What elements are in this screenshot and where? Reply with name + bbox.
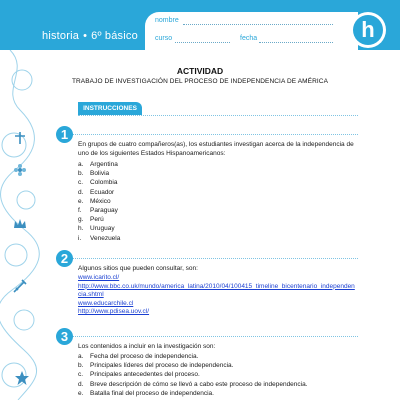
name-field[interactable] (183, 24, 333, 25)
state-item-label: Argentina (90, 161, 118, 168)
state-item-marker: d. (78, 188, 84, 196)
logo (350, 12, 386, 48)
content-item (78, 380, 308, 389)
content-item-label: Principales líderes del proceso de independencia. (90, 362, 234, 370)
instructions-tab: INSTRUCCIONES (78, 102, 142, 115)
course-label: curso (155, 35, 173, 42)
section-1-badge: 1 (56, 126, 73, 143)
states-list (78, 160, 120, 243)
state-item-marker: b. (78, 170, 84, 178)
state-item (78, 188, 120, 197)
state-item-marker: a. (78, 161, 84, 168)
state-item (78, 206, 120, 215)
activity-subtitle: TRABAJO DE INVESTIGACIÓN DEL PROCESO DE INDEPENDENCIA DE AMÉRICA (71, 78, 329, 85)
star-icon (14, 370, 30, 386)
date-label: fecha (240, 35, 258, 42)
source-link-educarchile[interactable]: www.educarchile.cl (78, 299, 134, 307)
section-2-text: Algunos sitios que pueden consultar, son: (78, 265, 198, 272)
state-item-label: Ecuador (90, 188, 115, 196)
section-3-badge: 3 (56, 328, 73, 345)
section-3-divider (73, 336, 358, 337)
content-item-marker: c. (78, 371, 84, 379)
content-item-label: Batalla final del proceso de independencia. (90, 389, 214, 397)
content-item-marker: b. (78, 362, 84, 370)
separator-dot-icon: • (83, 30, 88, 42)
state-item-marker: c. (78, 179, 84, 187)
source-link-icarito[interactable]: www.icarito.cl/ (78, 274, 120, 281)
content-item (78, 361, 308, 370)
state-item (78, 234, 120, 243)
section-1-text: En grupos de cuatro compañeros(as), los estudiantes investigan acerca de la independencia de uno de los siguientes Estados Hispanoamericanos: (78, 141, 354, 157)
subject-name: historia (42, 30, 80, 42)
state-item-marker: i. (78, 234, 82, 242)
state-item-label: Bolivia (90, 170, 110, 178)
state-item-label: Uruguay (90, 225, 115, 233)
state-item (78, 160, 120, 169)
content-item (78, 389, 308, 398)
content-item (78, 370, 308, 379)
flower-icon (12, 162, 28, 178)
name-label: nombre (155, 17, 179, 24)
state-item-label: Perú (90, 216, 104, 224)
content-item-marker: e. (78, 389, 84, 397)
source-link-bbc[interactable]: http://www.bbc.co.uk/mundo/america_latina/2010/04/100415_timeline_bicentenario_independencia.shtml (78, 282, 355, 298)
state-item-marker: h. (78, 225, 84, 233)
state-item (78, 197, 120, 206)
state-item (78, 178, 120, 187)
subject-label (42, 30, 138, 42)
cross-icon (12, 130, 28, 146)
contents-list (78, 352, 308, 398)
source-link-pdisea[interactable]: http://www.pdisea.uov.cl/ (78, 308, 150, 315)
activity-title: ACTIVIDAD (176, 66, 224, 76)
grade-level: 6º básico (91, 30, 138, 42)
sword-icon (12, 278, 28, 294)
sources-list (78, 274, 358, 317)
content-item-marker: d. (78, 380, 84, 388)
instructions-divider (78, 115, 358, 116)
content-item (78, 352, 308, 361)
content-item-marker: a. (78, 353, 84, 360)
date-field[interactable] (259, 42, 333, 43)
section-1-divider (73, 134, 358, 135)
student-info-form (145, 12, 358, 50)
decorative-sidebar (0, 50, 44, 400)
content-item-label: Fecha del proceso de independencia. (90, 353, 199, 360)
section-2-divider (73, 258, 358, 259)
state-item (78, 215, 120, 224)
state-item (78, 224, 120, 233)
state-item (78, 169, 120, 178)
state-item-label: México (90, 197, 111, 205)
state-item-marker: e. (78, 197, 84, 205)
section-3-text: Los contenidos a incluir en la investigación son: (78, 343, 216, 350)
state-item-marker: g. (78, 216, 84, 224)
state-item-label: Paraguay (90, 206, 118, 214)
logo-letter: h (353, 15, 383, 45)
content-item-label: Breve descripción de cómo se llevó a cabo este proceso de independencia. (90, 380, 308, 388)
header-band (0, 0, 400, 50)
content-item-label: Principales antecedentes del proceso. (90, 371, 200, 379)
course-field[interactable] (175, 42, 230, 43)
state-item-label: Colombia (90, 179, 118, 187)
state-item-marker: f. (78, 206, 82, 214)
crown-icon (12, 216, 28, 232)
section-2-badge: 2 (56, 250, 73, 267)
state-item-label: Venezuela (90, 234, 121, 242)
